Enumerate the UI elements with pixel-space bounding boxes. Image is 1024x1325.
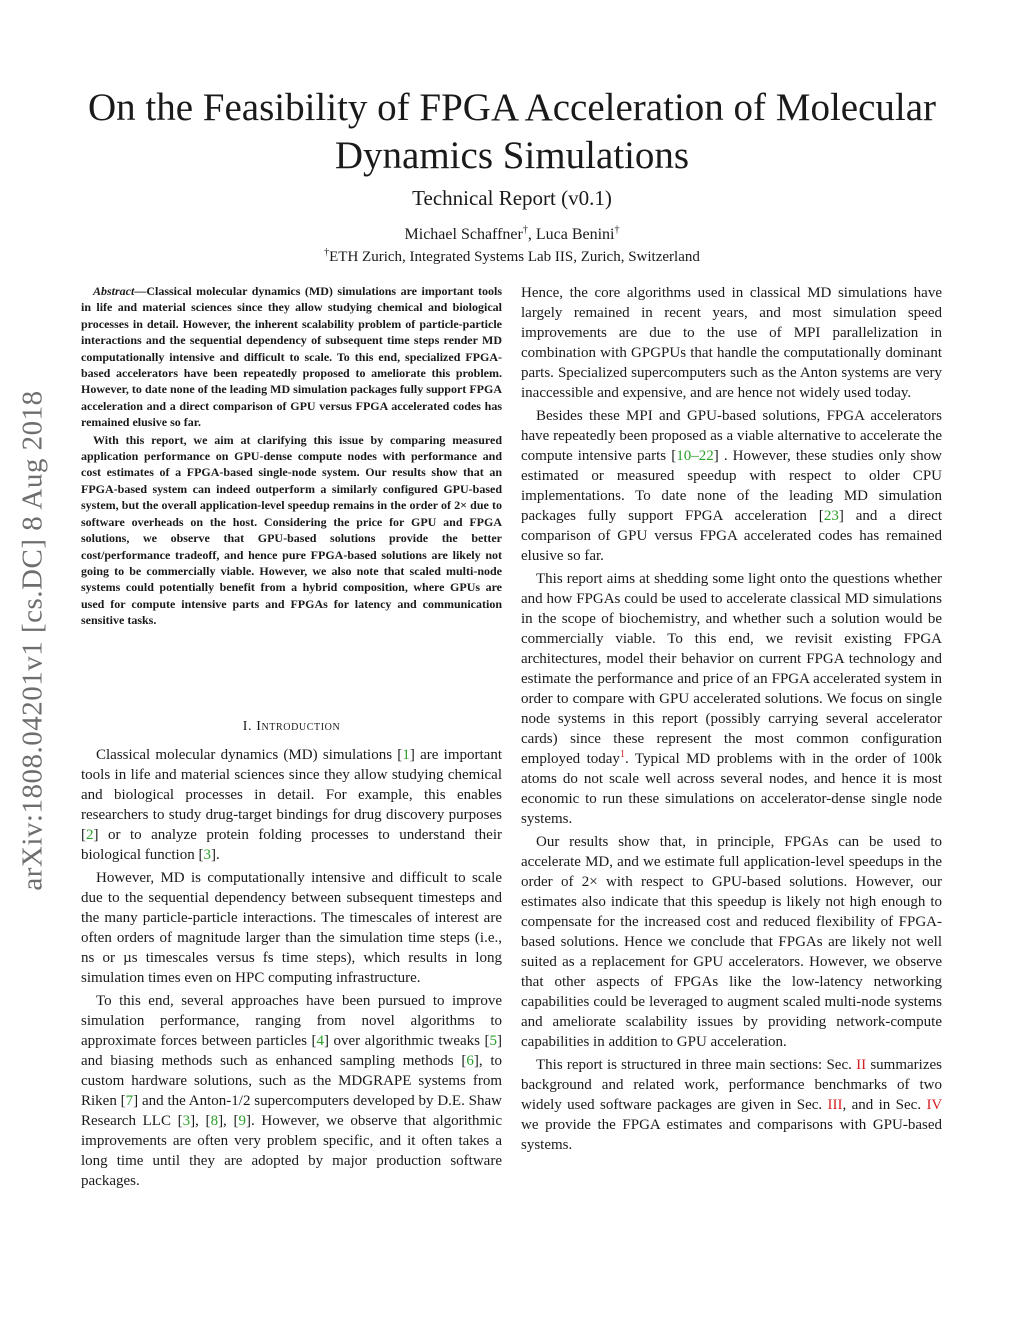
author-name: Michael Schaffner — [404, 226, 523, 243]
text-run: This report aims at shedding some light onto the questions whether and how FPGAs could be used to accelerate classical MD simulations in the scope of biochemistry, and whether such a solution would be commercially viable. To this end, we revisit existing FPGA architectures, model their behavior on current FPGA technology and estimate the performance and price of an FPGA accelerated system in order to compare with GPU accelerated solutions. We focus on single node systems in this report (possibly carrying several accelerator cards) since these represent the most common configuration employed today — [521, 571, 942, 767]
text-run: ] . However, these studies only show estimated or measured speedup with respect to older CPU implementations. To date none of the leading MD simulation packages fully support FPGA acceleration [ — [521, 448, 942, 524]
citation-link[interactable]: 2 — [86, 827, 94, 843]
text-run: ] and a direct comparison of GPU versus FPGA accelerated codes has remained elusive so far. — [521, 508, 942, 564]
text-run: To this end, several approaches have been pursued to improve simulation performance, ranging from novel algorithms to approximate forces between particles [ — [81, 993, 502, 1049]
footnote-link[interactable]: 1 — [619, 749, 625, 760]
abstract-paragraph: With this report, we aim at clarifying this issue by comparing measured application performance on GPU-dense compute nodes with performance and cost estimates of a FPGA-based single-node system. Our results show that an FPGA-based system can indeed outperform a similarly configured GPU-based system, but the overall application-level speedup remains in the order of 2× due to software overheads on the host. Considering the price for GPU and FPGA solutions, we observe that GPU-based solutions provide the better cost/performance tradeoff, and hence pure FPGA-based solutions are likely not going to be commercially viable. However, we also note that scaled multi-node systems could potentially benefit from a hybrid composition, where GPUs are used for compute intensive parts and FPGAs for latency and communication sensitive tasks. — [81, 432, 502, 628]
text-run: ], [ — [218, 1113, 239, 1129]
body-paragraph: Hence, the core algorithms used in classical MD simulations have largely remained in recent years, and most simulation speed improvements are due to the use of MPI parallelization in combination with GPGPUs that handle the computationally dominant parts. Specialized supercomputers such as the Anton systems are very inaccessible and expensive, and are hence not widely used today. — [521, 285, 942, 401]
text-run: This report is structured in three main sections: Sec. — [536, 1057, 857, 1073]
text-run: Classical molecular dynamics (MD) simulations [ — [96, 747, 403, 763]
author-affil-mark: † — [522, 224, 528, 236]
paper-title: On the Feasibility of FPGA Acceleration of Molecular Dynamics Simulations — [87, 86, 937, 177]
citation-link[interactable]: 9 — [238, 1113, 246, 1129]
body-paragraph: However, MD is computationally intensive and difficult to scale due to the sequential dependency between subsequent timesteps and the many particle-particle interactions. The timescales of interest are often orders of magnitude larger than the simulation time steps (i.e., ns or µs timescales versus fs time steps), which results in long simulation times even on HPC computing infrastructure. — [81, 870, 502, 986]
abstract-text: Classical molecular dynamics (MD) simulations are important tools in life and material sciences since they allow studying chemical and biological processes in detail. However, the inherent scalability problem of particle-particle interactions and the sequential dependency of subsequent time steps render MD computationally intensive and difficult to scale. To this end, specialized FPGA-based accelerators have been repeatedly proposed to ameliorate this problem. However, to date none of the leading MD simulation packages fully support FPGA acceleration and a direct comparison of GPU versus FPGA accelerated codes has remained elusive so far. — [81, 284, 502, 430]
arxiv-sidebar — [8, 350, 58, 930]
text-run: we provide the FPGA estimates and comparisons with GPU-based systems. — [521, 1117, 942, 1153]
section-title: Introduction — [256, 719, 341, 734]
right-column-body — [521, 283, 942, 1158]
citation-link[interactable]: 23 — [823, 508, 839, 524]
author-name: Luca Benini — [535, 226, 615, 243]
text-run: ], to custom hardware solutions, such as the MDGRAPE systems from Riken [ — [81, 1053, 502, 1109]
body-paragraph: Our results show that, in principle, FPGAs can be used to accelerate MD, and we estimate full application-level speedups in the order of 2× with respect to GPU-based solutions. However, our estimates also indicate that this speedup is likely not high enough to compensate for the increased cost and reduced flexibility of FPGA-based solutions. Hence we conclude that FPGAs are likely not well suited as a replacement for GPU accelerators. However, we observe that other aspects of FPGAs like the low-latency networking capabilities could be leveraged to augment scaled multi-node systems and ameliorate scalability issues by providing network-compute capabilities in addition to GPU acceleration. — [521, 834, 942, 1050]
author-affil-mark: † — [614, 224, 620, 236]
body-paragraph — [521, 1055, 942, 1155]
text-run: , and in Sec. — [842, 1097, 927, 1113]
text-run: summarizes background and related work, performance benchmarks of two widely used software packages are given in Sec. — [521, 1057, 942, 1113]
citation-link[interactable]: 5 — [489, 1033, 497, 1049]
section-link[interactable]: II — [856, 1057, 867, 1073]
paper-subtitle: Technical Report (v0.1) — [412, 186, 612, 210]
text-run: ]. However, we observe that algorithmic improvements are often very problem specific, and it often takes a long time until they are adopted by major production software packages. — [81, 1113, 502, 1189]
text-run: ] over algorithmic tweaks [ — [323, 1033, 490, 1049]
section-heading-introduction — [81, 719, 502, 735]
affiliation — [0, 249, 1024, 266]
section-link[interactable]: III — [827, 1097, 843, 1113]
introduction-body — [81, 745, 502, 1194]
citation-link[interactable]: 22 — [698, 448, 714, 464]
citation-range-dash: – — [691, 448, 699, 464]
body-paragraph — [521, 406, 942, 566]
section-link[interactable]: IV — [926, 1097, 942, 1113]
citation-link[interactable]: 7 — [125, 1093, 134, 1109]
text-run: ]. — [210, 847, 220, 863]
body-paragraph — [81, 991, 502, 1191]
text-run: . Typical MD problems with in the order of 100k atoms do not scale well across several nodes, and hence it is most economic to run these simulations on accelerator-dense single node systems. — [521, 751, 943, 827]
citation-link[interactable]: 4 — [316, 1033, 324, 1049]
citation-link[interactable]: 3 — [203, 847, 211, 863]
section-numeral: I. — [242, 719, 257, 734]
text-run: ] and the Anton-1/2 supercomputers developed by D.E. Shaw Research LLC [ — [81, 1093, 502, 1129]
abstract-paragraph — [81, 283, 502, 431]
citation-link[interactable]: 1 — [402, 747, 410, 763]
text-run: Besides these MPI and GPU-based solutions, FPGA accelerators have repeatedly been proposed as a viable alternative to accelerate the compute intensive parts [ — [521, 408, 942, 464]
text-run: ] are important tools in life and material sciences since they allow studying chemical and biological processes in detail. For example, this enables researchers to study drug-target bindings for drug discovery purposes [ — [81, 747, 502, 843]
abstract-label: Abstract — [93, 284, 135, 298]
citation-link[interactable]: 3 — [182, 1113, 191, 1129]
body-paragraph — [81, 745, 502, 865]
abstract — [81, 283, 502, 630]
text-run: ], [ — [190, 1113, 211, 1129]
body-paragraph — [521, 569, 942, 829]
citation-link[interactable]: 6 — [466, 1053, 474, 1069]
author-separator: , — [527, 226, 536, 243]
abstract-dash: — — [134, 284, 147, 298]
citation-link[interactable]: 8 — [210, 1113, 219, 1129]
affiliation-text: ETH Zurich, Integrated Systems Lab IIS, Zurich, Switzerland — [329, 249, 700, 265]
affil-mark: † — [324, 247, 330, 258]
text-run: ] or to analyze protein folding processes to understand their biological function [ — [81, 827, 502, 863]
arxiv-identifier: arXiv:1808.04201v1 [cs.DC] 8 Aug 2018 — [16, 389, 49, 891]
citation-link[interactable]: 10 — [676, 448, 692, 464]
author-list — [0, 226, 1024, 244]
text-run: ] and biasing methods such as enhanced sampling methods [ — [81, 1033, 502, 1069]
